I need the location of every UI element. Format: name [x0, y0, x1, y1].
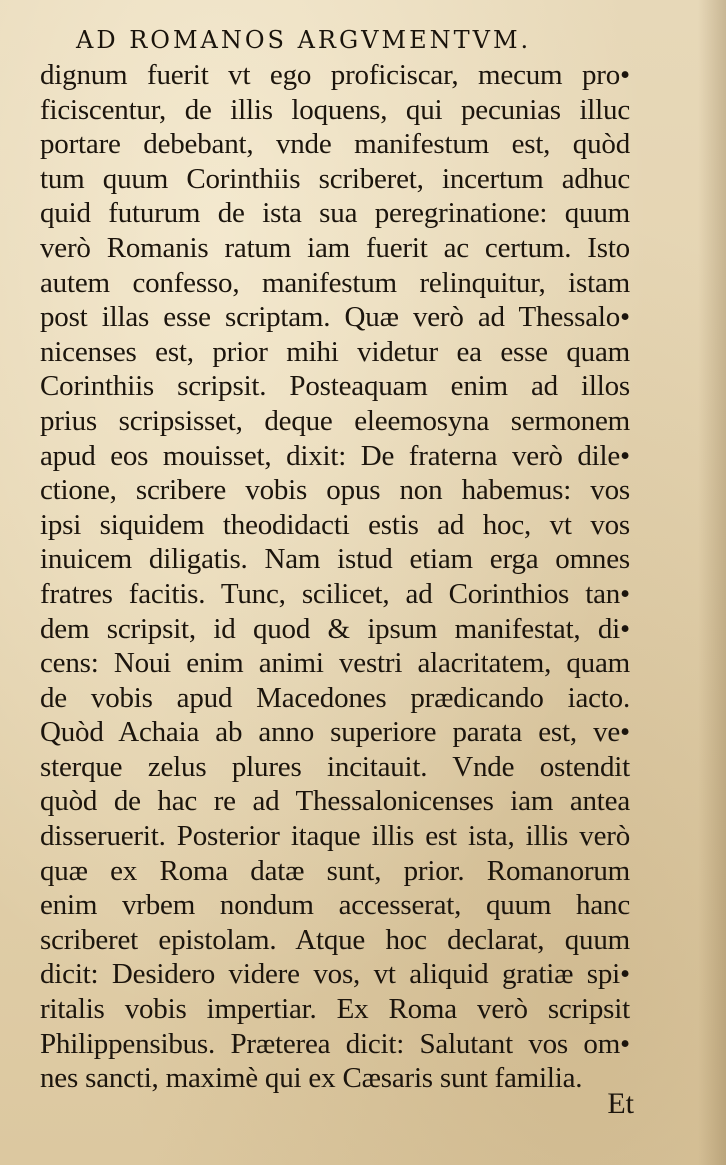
text-line: cens: Noui enim animi vestri alacritatem, quam	[40, 647, 630, 680]
text-line: nicenses est, prior mihi videtur ea esse quam	[40, 335, 630, 368]
text-line: fratres facitis. Tunc, scilicet, ad Corinthios tan•	[40, 577, 630, 610]
text-line: quid futurum de ista sua peregrinatione: quum	[40, 197, 630, 230]
text-line: enim vrbem nondum accesserat, quum hanc	[40, 889, 630, 922]
text-line: scriberet epistolam. Atque hoc declarat, quum	[40, 923, 630, 956]
text-line: ritalis vobis impertiar. Ex Roma verò scripsit	[40, 993, 630, 1026]
text-line: ctione, scribere vobis opus non habemus: vos	[40, 474, 630, 507]
text-line: inuicem diligatis. Nam istud etiam erga omnes	[40, 543, 630, 576]
page-edge-shadow	[698, 0, 726, 1165]
text-line: verò Romanis ratum iam fuerit ac certum. Isto	[40, 231, 630, 264]
text-line: disseruerit. Posterior itaque illis est ista, illis verò	[40, 820, 630, 853]
text-line: quòd de hac re ad Thessalonicenses iam antea	[40, 785, 630, 818]
text-line: Corinthiis scripsit. Posteaquam enim ad illos	[40, 370, 630, 403]
text-line: dem scripsit, id quod & ipsum manifestat, di•	[40, 612, 630, 645]
running-head: AD ROMANOS ARGVMENTVM.	[76, 26, 532, 54]
text-line: portare debebant, vnde manifestum est, quòd	[40, 128, 630, 161]
text-line: nes sancti, maximè qui ex Cæsaris sunt familia.	[40, 1062, 583, 1095]
text-line: ficiscentur, de illis loquens, qui pecunias illuc	[40, 93, 630, 126]
text-line: ipsi siquidem theodidacti estis ad hoc, vt vos	[40, 508, 630, 541]
text-line: Quòd Achaia ab anno superiore parata est, ve•	[40, 716, 630, 749]
text-line: quæ ex Roma datæ sunt, prior. Romanorum	[40, 854, 630, 887]
text-line: prius scripsisset, deque eleemosyna sermonem	[40, 404, 630, 437]
text-line: dicit: Desidero videre vos, vt aliquid gratiæ spi•	[40, 958, 630, 991]
body-text	[40, 58, 630, 1096]
text-line: apud eos mouisset, dixit: De fraterna verò dile•	[40, 439, 630, 472]
text-line: sterque zelus plures incitauit. Vnde ostendit	[40, 750, 630, 783]
text-line: de vobis apud Macedones prædicando iacto.	[40, 681, 630, 714]
text-line: tum quum Corinthiis scriberet, incertum adhuc	[40, 162, 630, 195]
text-line: autem confesso, manifestum relinquitur, istam	[40, 266, 630, 299]
catchword: Et	[607, 1087, 634, 1120]
text-line: dignum fuerit vt ego proficiscar, mecum pro•	[40, 59, 630, 91]
text-line: Philippensibus. Præterea dicit: Salutant vos om•	[40, 1027, 630, 1060]
text-line: post illas esse scriptam. Quæ verò ad Thessalo•	[40, 301, 630, 334]
